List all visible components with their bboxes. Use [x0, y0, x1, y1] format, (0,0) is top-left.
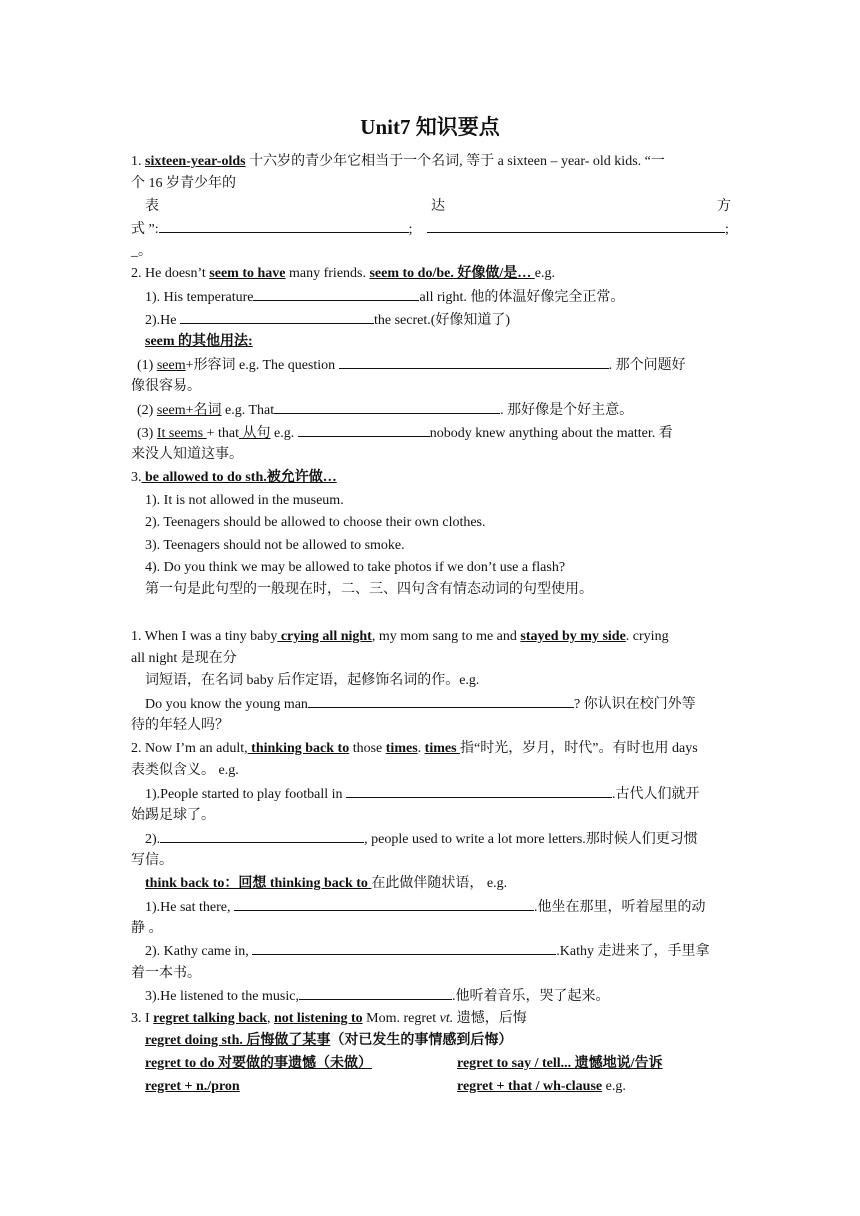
s3-heading: 3. be allowed to do sth.被允许做…: [131, 470, 337, 485]
p2-example-3: 1).He sat there, .他坐在那里，听着屋里的动: [145, 900, 706, 915]
p2-line1: 2. Now I’m an adult, thinking back to those times. times 指“时光，岁月，时代”。有时也用 days: [131, 741, 698, 756]
s2-usage-3-cont: 来没人知道这事。: [131, 447, 243, 462]
answer-blank[interactable]: [298, 424, 430, 437]
s1-line2: 个 16 岁青少年的: [131, 176, 236, 191]
s1-line1: 1. sixteen-year-olds 十六岁的青少年它相当于一个名词, 等于 a sixteen – year- old kids. “一: [131, 154, 665, 169]
p1-line1: 1. When I was a tiny baby crying all night, my mom sang to me and stayed by my side. crying: [131, 629, 669, 644]
term-sixteen-year-olds: sixteen-year-olds: [145, 154, 246, 169]
answer-blank[interactable]: [180, 311, 374, 324]
p3-line1: 3. I regret talking back, not listening to Mom. regret vt. 遗憾，后悔: [131, 1011, 527, 1026]
s1-end: _。: [131, 244, 152, 259]
answer-blank[interactable]: [339, 356, 609, 369]
s1-blank-line: 式 ”: ;: [131, 222, 413, 237]
s1-blank-line-2: ;: [427, 220, 729, 239]
answer-blank[interactable]: [308, 695, 574, 708]
s2-example-1: 1). His temperature all right. 他的体温好像完全正常。: [145, 290, 625, 305]
s3-example-2: 2). Teenagers should be allowed to choose their own clothes.: [145, 515, 486, 530]
answer-blank[interactable]: [159, 220, 409, 233]
answer-blank[interactable]: [427, 220, 725, 233]
p3-regret-to-do: regret to do 对要做的事遗憾（未做）: [145, 1056, 372, 1071]
p1-line3: 词短语，在名词 baby 后作定语，起修饰名词的作。e.g.: [145, 673, 480, 688]
s3-example-3: 3). Teenagers should not be allowed to smoke.: [145, 538, 405, 553]
answer-blank[interactable]: [252, 942, 556, 955]
s2-other-usage-heading: seem 的其他用法:: [145, 334, 253, 349]
s1-spread-line: 表 达 方: [145, 199, 731, 214]
p2-example-4-cont: 着一本书。: [131, 966, 201, 981]
s2-usage-1: (1) seem+形容词 e.g. The question . 那个问题好: [137, 358, 686, 373]
p2-example-1: 1).People started to play football in .古代人们就开: [145, 787, 700, 802]
s2-usage-3: (3) It seems + that 从句 e.g. nobody knew anything about the matter. 看: [137, 426, 673, 441]
p3-regret-that: regret + that / wh-clause e.g.: [457, 1079, 626, 1094]
p2-example-5: 3).He listened to the music, .他听着音乐，哭了起来。: [145, 989, 610, 1004]
p2-example-2-cont: 写信。: [131, 853, 173, 868]
s3-note: 第一句是此句型的一般现在时，二、三、四句含有情态动词的句型使用。: [145, 582, 593, 597]
answer-blank[interactable]: [299, 987, 452, 1000]
s2-usage-1-cont: 像很容易。: [131, 379, 201, 394]
p3-regret-noun: regret + n./pron: [145, 1079, 240, 1094]
answer-blank[interactable]: [274, 401, 500, 414]
p2-think-back-note: think back to：回想 thinking back to 在此做伴随状语， e.g.: [145, 876, 508, 891]
s3-example-1: 1). It is not allowed in the museum.: [145, 493, 344, 508]
answer-blank[interactable]: [253, 288, 419, 301]
p1-line2: all night 是现在分: [131, 651, 237, 666]
answer-blank[interactable]: [160, 830, 364, 843]
p1-line4: Do you know the young man ? 你认识在校门外等: [145, 697, 696, 712]
page-title: Unit7 知识要点: [360, 115, 500, 139]
p3-regret-to-say: regret to say / tell... 遗憾地说/告诉: [457, 1056, 663, 1071]
p2-line2: 表类似含义。 e.g.: [131, 763, 239, 778]
answer-blank[interactable]: [346, 785, 612, 798]
p2-example-2: 2). , people used to write a lot more letters.那时候人们更习惯: [145, 832, 698, 847]
p2-example-3-cont: 静 。: [131, 921, 163, 936]
s3-example-4: 4). Do you think we may be allowed to take photos if we don’t use a flash?: [145, 560, 566, 575]
s2-line1: 2. He doesn’t seem to have many friends. seem to do/be. 好像做/是… e.g.: [131, 266, 555, 281]
s2-example-2: 2).He the secret.(好像知道了): [145, 313, 511, 328]
p2-example-1-cont: 始踢足球了。: [131, 808, 215, 823]
answer-blank[interactable]: [234, 898, 534, 911]
p2-example-4: 2). Kathy came in, .Kathy 走进来了，手里拿: [145, 944, 710, 959]
s2-usage-2: (2) seem+名词 e.g. That . 那好像是个好主意。: [137, 403, 634, 418]
p3-regret-doing: regret doing sth. 后悔做了某事（对已发生的事情感到后悔）: [145, 1033, 513, 1048]
p1-line5: 待的年轻人吗？: [131, 718, 229, 733]
